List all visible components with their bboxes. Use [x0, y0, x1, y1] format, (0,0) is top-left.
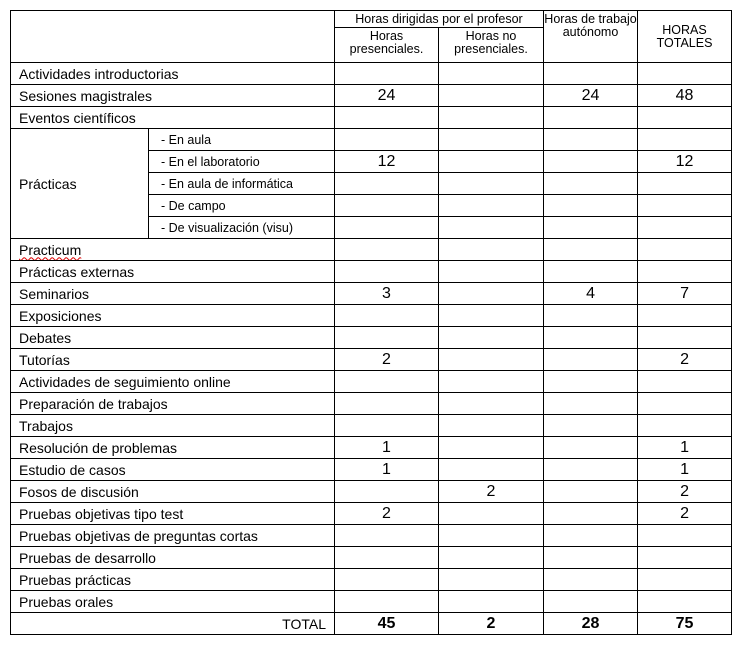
table-row — [11, 393, 732, 415]
presenciales-cell — [335, 415, 439, 437]
activity-label — [11, 503, 335, 525]
no-presenciales-cell — [439, 503, 544, 525]
autonomo-cell — [544, 151, 638, 173]
total-hours-cell — [638, 173, 732, 195]
autonomo-cell — [544, 569, 638, 591]
activity-label — [11, 371, 335, 393]
autonomo-cell — [544, 129, 638, 151]
total-hours-cell — [638, 525, 732, 547]
autonomo-cell — [544, 327, 638, 349]
table-row — [11, 481, 732, 503]
presenciales-cell — [335, 107, 439, 129]
activity-label-text: Pruebas de desarrollo — [19, 549, 156, 566]
activity-label — [11, 261, 335, 283]
activity-label-text: Resolución de problemas — [19, 439, 177, 456]
no-presenciales-cell — [439, 547, 544, 569]
autonomo-cell — [544, 525, 638, 547]
activity-label — [11, 569, 335, 591]
practicas-sub-label: - De visualización (visu) — [149, 217, 335, 239]
total-hours-cell — [638, 327, 732, 349]
activity-label — [11, 393, 335, 415]
no-presenciales-cell — [439, 525, 544, 547]
activity-label-text: Actividades introductorias — [19, 65, 179, 82]
total-hours-cell: 2 — [638, 481, 732, 503]
header-autonomo: Horas de trabajo autónomo — [544, 11, 638, 63]
activity-label — [11, 327, 335, 349]
no-presenciales-cell — [439, 569, 544, 591]
activity-label — [11, 459, 335, 481]
activity-label-text: Fosos de discusión — [19, 483, 139, 500]
table-row — [11, 283, 732, 305]
practicas-label: Prácticas — [11, 129, 149, 239]
no-presenciales-cell — [439, 393, 544, 415]
presenciales-cell — [335, 371, 439, 393]
no-presenciales-cell — [439, 85, 544, 107]
no-presenciales-cell — [439, 437, 544, 459]
no-presenciales-cell — [439, 283, 544, 305]
header-row-1 — [11, 11, 732, 28]
presenciales-cell — [335, 525, 439, 547]
activity-label — [11, 591, 335, 613]
table-row — [11, 437, 732, 459]
hours-table-body — [11, 11, 732, 635]
presenciales-cell — [335, 129, 439, 151]
autonomo-cell: 24 — [544, 85, 638, 107]
presenciales-cell — [335, 63, 439, 85]
table-row — [11, 305, 732, 327]
presenciales-cell — [335, 591, 439, 613]
activity-label-text: Sesiones magistrales — [19, 87, 153, 104]
no-presenciales-cell — [439, 305, 544, 327]
activity-label — [11, 305, 335, 327]
total-hours-cell — [638, 129, 732, 151]
total-hours-cell: 12 — [638, 151, 732, 173]
activity-label-text: Exposiciones — [19, 307, 102, 324]
total-hours-cell: 48 — [638, 85, 732, 107]
practicas-sub-label: - En aula — [149, 129, 335, 151]
presenciales-cell — [335, 305, 439, 327]
table-row — [11, 261, 732, 283]
table-row — [11, 85, 732, 107]
autonomo-cell — [544, 217, 638, 239]
no-presenciales-cell — [439, 173, 544, 195]
activity-label — [11, 525, 335, 547]
presenciales-cell — [335, 239, 439, 261]
autonomo-cell — [544, 305, 638, 327]
autonomo-cell — [544, 437, 638, 459]
autonomo-cell — [544, 591, 638, 613]
no-presenciales-cell — [439, 591, 544, 613]
activity-label-text: Pruebas prácticas — [19, 571, 132, 588]
autonomo-cell: 4 — [544, 283, 638, 305]
autonomo-cell — [544, 547, 638, 569]
autonomo-cell — [544, 349, 638, 371]
total-hours-cell — [638, 239, 732, 261]
no-presenciales-cell — [439, 195, 544, 217]
total-hours-cell: 1 — [638, 459, 732, 481]
header-totales: HORAS TOTALES — [638, 11, 732, 63]
practicas-sub-label: - En el laboratorio — [149, 151, 335, 173]
autonomo-cell — [544, 239, 638, 261]
activity-label — [11, 349, 335, 371]
presenciales-cell — [335, 261, 439, 283]
total-hours-cell — [638, 371, 732, 393]
table-row — [11, 349, 732, 371]
activity-label-text: Eventos científicos — [19, 109, 136, 126]
autonomo-cell — [544, 503, 638, 525]
autonomo-cell — [544, 261, 638, 283]
autonomo-cell — [544, 195, 638, 217]
table-row — [11, 547, 732, 569]
no-presenciales-cell — [439, 261, 544, 283]
total-hours-cell: 2 — [638, 503, 732, 525]
table-row — [11, 371, 732, 393]
total-hours-cell — [638, 415, 732, 437]
table-row — [11, 503, 732, 525]
no-presenciales-cell — [439, 239, 544, 261]
total-hours-cell: 75 — [638, 613, 732, 635]
total-hours-cell: 7 — [638, 283, 732, 305]
autonomo-cell — [544, 107, 638, 129]
activity-label — [11, 547, 335, 569]
table-row — [11, 327, 732, 349]
total-hours-cell — [638, 195, 732, 217]
total-hours-cell — [638, 305, 732, 327]
no-presenciales-cell: 2 — [439, 613, 544, 635]
header-no-presenciales: Horas no presenciales. — [439, 28, 544, 63]
activity-label-text: Seminarios — [19, 285, 90, 302]
autonomo-cell — [544, 459, 638, 481]
total-hours-cell — [638, 63, 732, 85]
activity-label-text: Prácticas externas — [19, 263, 135, 280]
table-row — [11, 63, 732, 85]
presenciales-cell: 1 — [335, 459, 439, 481]
total-hours-cell — [638, 107, 732, 129]
autonomo-cell — [544, 415, 638, 437]
autonomo-cell — [544, 371, 638, 393]
autonomo-cell — [544, 393, 638, 415]
activity-label-text: Trabajos — [19, 417, 73, 434]
total-hours-cell: 1 — [638, 437, 732, 459]
header-presenciales: Horas presenciales. — [335, 28, 439, 63]
table-row — [11, 591, 732, 613]
activity-label-text: Actividades de seguimiento online — [19, 373, 231, 390]
table-row — [11, 415, 732, 437]
no-presenciales-cell — [439, 327, 544, 349]
no-presenciales-cell — [439, 459, 544, 481]
presenciales-cell: 2 — [335, 349, 439, 371]
presenciales-cell: 3 — [335, 283, 439, 305]
autonomo-cell — [544, 63, 638, 85]
presenciales-cell: 12 — [335, 151, 439, 173]
no-presenciales-cell — [439, 129, 544, 151]
no-presenciales-cell — [439, 151, 544, 173]
activity-label — [11, 437, 335, 459]
table-row — [11, 569, 732, 591]
activity-label-text: Preparación de trabajos — [19, 395, 168, 412]
table-row — [11, 129, 732, 151]
presenciales-cell — [335, 393, 439, 415]
no-presenciales-cell — [439, 217, 544, 239]
presenciales-cell — [335, 327, 439, 349]
total-hours-cell — [638, 569, 732, 591]
activity-label-text: Pruebas objetivas de preguntas cortas — [19, 527, 258, 544]
table-row — [11, 107, 732, 129]
presenciales-cell — [335, 547, 439, 569]
presenciales-cell — [335, 481, 439, 503]
practicas-sub-label: - De campo — [149, 195, 335, 217]
activity-label-text: Pruebas orales — [19, 593, 114, 610]
activity-label-text: Estudio de casos — [19, 461, 126, 478]
presenciales-cell — [335, 569, 439, 591]
activity-label — [11, 85, 335, 107]
presenciales-cell: 24 — [335, 85, 439, 107]
autonomo-cell: 28 — [544, 613, 638, 635]
presenciales-cell: 1 — [335, 437, 439, 459]
no-presenciales-cell — [439, 63, 544, 85]
presenciales-cell: 2 — [335, 503, 439, 525]
activity-label — [11, 415, 335, 437]
presenciales-cell — [335, 195, 439, 217]
activity-label — [11, 63, 335, 85]
header-corner-cell — [11, 11, 335, 63]
total-hours-cell — [638, 591, 732, 613]
table-row — [11, 239, 732, 261]
header-dirigidas: Horas dirigidas por el profesor — [335, 11, 544, 28]
activity-label — [11, 107, 335, 129]
autonomo-cell — [544, 481, 638, 503]
autonomo-cell — [544, 173, 638, 195]
total-hours-cell: 2 — [638, 349, 732, 371]
table-row — [11, 459, 732, 481]
no-presenciales-cell — [439, 415, 544, 437]
total-hours-cell — [638, 217, 732, 239]
presenciales-cell: 45 — [335, 613, 439, 635]
activity-label-text: Pruebas objetivas tipo test — [19, 505, 184, 522]
total-row — [11, 613, 732, 635]
total-label: TOTAL — [11, 613, 335, 635]
total-hours-cell — [638, 393, 732, 415]
no-presenciales-cell: 2 — [439, 481, 544, 503]
activity-label — [11, 481, 335, 503]
hours-table — [10, 10, 732, 635]
activity-label-text: Tutorías — [19, 351, 70, 368]
no-presenciales-cell — [439, 349, 544, 371]
activity-label — [11, 239, 335, 261]
table-row — [11, 525, 732, 547]
total-hours-cell — [638, 261, 732, 283]
presenciales-cell — [335, 217, 439, 239]
activity-label-text: Practicum — [19, 241, 82, 258]
presenciales-cell — [335, 173, 439, 195]
activity-label — [11, 283, 335, 305]
no-presenciales-cell — [439, 107, 544, 129]
total-hours-cell — [638, 547, 732, 569]
no-presenciales-cell — [439, 371, 544, 393]
practicas-sub-label: - En aula de informática — [149, 173, 335, 195]
activity-label-text: Debates — [19, 329, 72, 346]
